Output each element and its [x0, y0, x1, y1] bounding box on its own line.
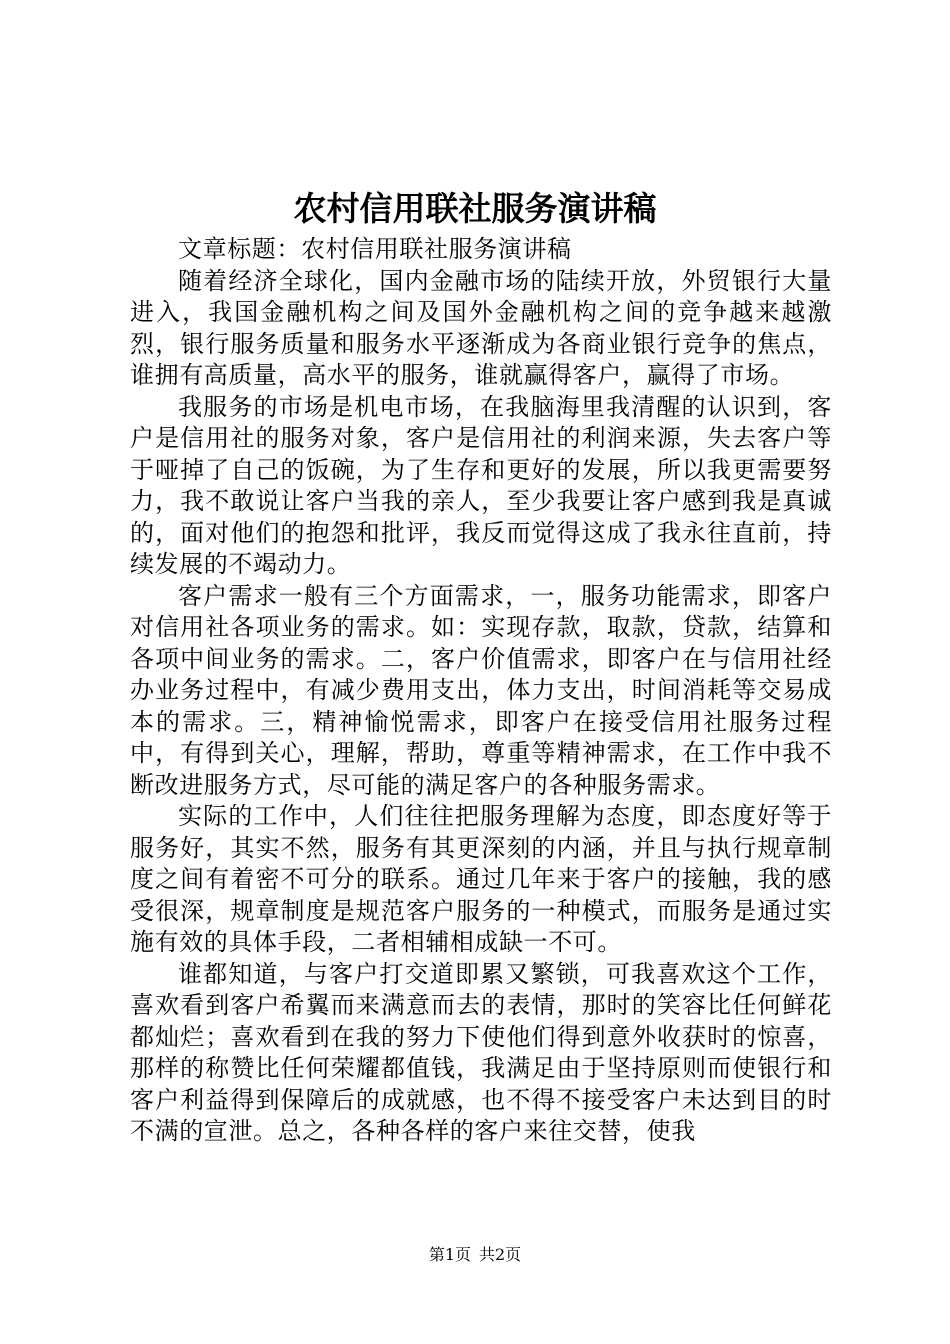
page-footer	[0, 1243, 950, 1267]
body-paragraph: 随着经济全球化，国内金融市场的陆续开放，外贸银行大量进入，我国金融机构之间及国外金融机构之间的竞争越来越激烈，银行服务质量和服务水平逐渐成为各商业银行竞争的焦点，谁拥有高质量，高水平的服务，谁就赢得客户，赢得了市场。	[130, 266, 832, 389]
body-paragraph: 我服务的市场是机电市场，在我脑海里我清醒的认识到，客户是信用社的服务对象，客户是信用社的利润来源，失去客户等于哑掉了自己的饭碗，为了生存和更好的发展，所以我更需要努力，我不敢说让客户当我的亲人，至少我要让客户感到我是真诚的，面对他们的抱怨和批评，我反而觉得这成了我永往直前，持续发展的不竭动力。	[130, 392, 832, 578]
document-title: 农村信用联社服务演讲稿	[293, 189, 657, 228]
body-paragraph: 实际的工作中，人们往往把服务理解为态度，即态度好等于服务好，其实不然，服务有其更深刻的内涵，并且与执行规章制度之间有着密不可分的联系。通过几年来于客户的接触，我的感受很深，规章制度是规范客户服务的一种模式，而服务是通过实施有效的具体手段，二者相辅相成缺一不可。	[130, 802, 832, 956]
body-paragraph: 客户需求一般有三个方面需求，一，服务功能需求，即客户对信用社各项业务的需求。如：实现存款，取款，贷款，结算和各项中间业务的需求。二，客户价值需求，即客户在与信用社经办业务过程中，有减少费用支出，体力支出，时间消耗等交易成本的需求。三，精神愉悦需求，即客户在接受信用社服务过程中，有得到关心，理解，帮助，尊重等精神需求，在工作中我不断改进服务方式，尽可能的满足客户的各种服务需求。	[130, 581, 832, 799]
page-total: 共2页	[479, 1245, 522, 1264]
article-title-line: 文章标题：农村信用联社服务演讲稿	[178, 235, 572, 263]
body-paragraph: 谁都知道，与客户打交道即累又繁锁，可我喜欢这个工作，喜欢看到客户希翼而来满意而去的表情，那时的笑容比任何鲜花都灿烂；喜欢看到在我的努力下使他们得到意外收获时的惊喜，那样的称赞比任何荣耀都值钱，我满足由于坚持原则而使银行和客户利益得到保障后的成就感，也不得不接受客户未达到目的时不满的宣泄。总之，各种各样的客户来往交替，使我	[130, 959, 832, 1145]
document-body	[130, 234, 832, 1148]
page-number: 第1页	[428, 1245, 471, 1264]
